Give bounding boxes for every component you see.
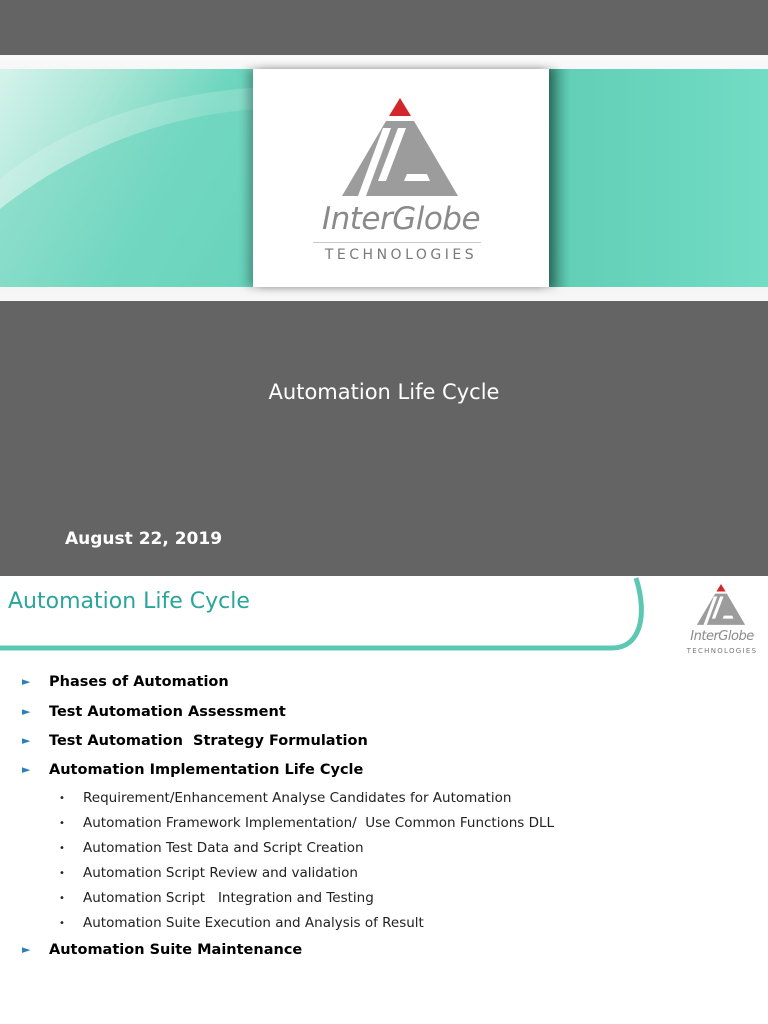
teal-panel-left [0, 69, 262, 287]
brand-subtitle: TECHNOLOGIES [324, 247, 478, 263]
sub-list-item: • Automation Script Review and validation [59, 865, 358, 881]
dot-bullet-icon: • [59, 868, 65, 879]
dot-bullet-icon: • [59, 793, 65, 804]
arrow-bullet-icon: ► [22, 943, 31, 956]
dot-bullet-icon: • [59, 893, 65, 904]
slide-date: August 22, 2019 [65, 529, 223, 549]
brand-divider [313, 242, 481, 243]
arrow-bullet-icon: ► [22, 763, 31, 776]
interglobe-logo-icon [340, 95, 460, 197]
sub-list-item: • Requirement/Enhancement Analyse Candidates for Automation [59, 790, 512, 806]
list-item: ► Automation Implementation Life Cycle [22, 762, 364, 778]
teal-panel-right [548, 69, 768, 287]
content-title: Automation Life Cycle [8, 589, 250, 614]
list-item: ► Test Automation Strategy Formulation [22, 733, 368, 749]
title-bar-shape [0, 576, 660, 656]
sub-list-item: • Automation Script Integration and Testing [59, 890, 374, 906]
list-item: ► Phases of Automation [22, 674, 229, 690]
header-banner [0, 55, 768, 301]
slide-title: Automation Life Cycle [268, 380, 500, 404]
brand-subtitle-small: TECHNOLOGIES [686, 647, 758, 655]
brand-name: InterGlobe [321, 201, 481, 237]
company-logo-small [682, 580, 762, 660]
brand-name-small: InterGlobe [690, 629, 754, 644]
dot-bullet-icon: • [59, 818, 65, 829]
dot-bullet-icon: • [59, 843, 65, 854]
company-logo [253, 69, 549, 287]
sub-list-item: • Automation Test Data and Script Creation [59, 840, 364, 856]
list-item: ► Automation Suite Maintenance [22, 942, 303, 958]
arrow-bullet-icon: ► [22, 705, 31, 718]
list-item: ► Test Automation Assessment [22, 704, 286, 720]
arrow-bullet-icon: ► [22, 675, 31, 688]
interglobe-logo-icon [696, 582, 746, 626]
sub-list-item: • Automation Suite Execution and Analysis of Result [59, 915, 424, 931]
dot-bullet-icon: • [59, 918, 65, 929]
arrow-bullet-icon: ► [22, 734, 31, 747]
sub-list-item: • Automation Framework Implementation/ Use Common Functions DLL [59, 815, 555, 831]
content-slide [0, 576, 768, 1024]
